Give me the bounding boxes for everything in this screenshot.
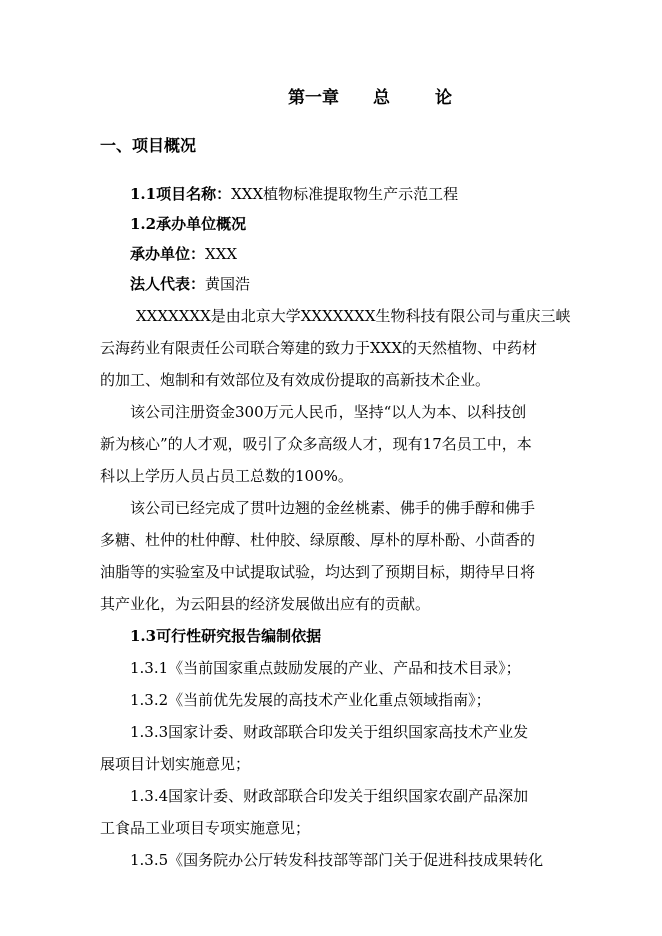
section-heading: 一、项目概况 bbox=[100, 136, 197, 155]
ref-line: 1.3.3国家计委、财政部联合印发关于组织国家高技术产业发 bbox=[130, 723, 529, 741]
para3-line: 其产业化，为云阳县的经济发展做出应有的贡献。 bbox=[100, 595, 431, 613]
chapter-title: 总 论 bbox=[373, 88, 466, 108]
item-1-1-label: 1.1项目名称： bbox=[130, 185, 232, 203]
para2-line: 科以上学历人员占员工总数的100%。 bbox=[100, 467, 353, 485]
para1-line: XXXXXXX是由北京大学XXXXXXX生物科技有限公司与重庆三峡 bbox=[136, 307, 571, 325]
unit-value: XXX bbox=[205, 245, 238, 263]
ref-line: 1.3.2《当前优先发展的高技术产业化重点领域指南》； bbox=[130, 691, 491, 709]
unit-row bbox=[130, 244, 237, 264]
legal-row bbox=[130, 274, 250, 294]
legal-value: 黄国浩 bbox=[205, 275, 251, 293]
para1-line: 云海药业有限责任公司联合筹建的致力于XXX的天然植物、中药材 bbox=[100, 339, 538, 357]
para2-line: 新为核心”的人才观，吸引了众多高级人才，现有17名员工中，本 bbox=[100, 435, 532, 453]
item-1-1 bbox=[130, 184, 458, 204]
para2-line: 该公司注册资金300万元人民币，坚持“以人为本、以科技创 bbox=[130, 403, 527, 421]
para3-line: 油脂等的实验室及中试提取试验，均达到了预期目标，期待早日将 bbox=[100, 563, 536, 581]
ref-line: 1.3.1《当前国家重点鼓励发展的产业、产品和技术目录》； bbox=[130, 659, 521, 677]
ref-line: 展项目计划实施意见； bbox=[100, 755, 251, 773]
unit-label: 承办单位： bbox=[130, 245, 206, 263]
item-1-1-value: XXX植物标准提取物生产示范工程 bbox=[231, 185, 459, 203]
para1-line: 的加工、炮制和有效部位及有效成份提取的高新技术企业。 bbox=[100, 371, 491, 389]
ref-line: 1.3.4国家计委、财政部联合印发关于组织国家农副产品深加 bbox=[130, 787, 529, 805]
chapter-number: 第一章 bbox=[288, 88, 339, 108]
ref-line: 工食品工业项目专项实施意见； bbox=[100, 819, 311, 837]
legal-label: 法人代表： bbox=[130, 275, 206, 293]
ref-line: 1.3.5《国务院办公厅转发科技部等部门关于促进科技成果转化 bbox=[130, 851, 544, 869]
para3-line: 该公司已经完成了贯叶边翘的金丝桃素、佛手的佛手醇和佛手 bbox=[130, 499, 536, 517]
item-1-3-heading: 1.3可行性研究报告编制依据 bbox=[130, 627, 322, 645]
item-1-2-heading: 1.2承办单位概况 bbox=[130, 215, 247, 233]
chapter-heading bbox=[288, 88, 466, 108]
para3-line: 多糖、杜仲的杜仲醇、杜仲胶、绿原酸、厚朴的厚朴酚、小茴香的 bbox=[100, 531, 536, 549]
